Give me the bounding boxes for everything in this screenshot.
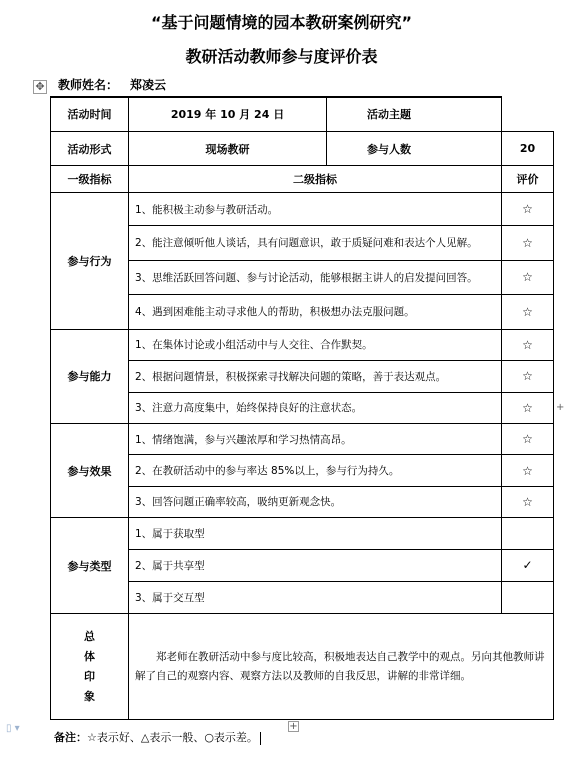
criteria-item[interactable]: 2、根据问题情景，积极探索寻找解决问题的策略，善于表达观点。	[129, 361, 502, 392]
rating-cell[interactable]: ☆	[502, 295, 554, 329]
criteria-item[interactable]: 1、在集体讨论或小组活动中与人交往、合作默契。	[129, 329, 502, 360]
category-participation-effect: 参与效果	[51, 423, 129, 517]
activity-time-label: 活动时间	[51, 97, 129, 131]
criteria-item[interactable]: 1、属于获取型	[129, 518, 502, 549]
category-participation-behavior: 参与行为	[51, 192, 129, 329]
criteria-item[interactable]: 3、思维活跃回答问题、参与讨论活动，能够根据主讲人的启发提问回答。	[129, 260, 502, 294]
footer-text: ☆表示好、△表示一般、○表示差。	[87, 731, 258, 744]
footer-note	[54, 729, 261, 745]
page-marker-icon: ▯ ▾	[6, 723, 20, 734]
criteria-item[interactable]: 3、回答问题正确率较高，吸纳更新观念快。	[129, 486, 502, 517]
move-handle-icon[interactable]: ✥	[33, 80, 47, 94]
rating-cell[interactable]: ☆	[502, 361, 554, 392]
teacher-name-line	[58, 76, 166, 93]
teacher-name-value: 郑凌云	[130, 78, 167, 92]
category-participation-type: 参与类型	[51, 518, 129, 614]
rating-cell-checked[interactable]: ✓	[502, 549, 554, 581]
activity-form-label: 活动形式	[51, 131, 129, 165]
rating-cell[interactable]: ☆	[502, 455, 554, 486]
document-title-line1: “基于问题情境的园本教研案例研究”	[150, 13, 413, 32]
rating-cell[interactable]: ☆	[502, 329, 554, 360]
rating-cell[interactable]: ☆	[502, 423, 554, 454]
criteria-item[interactable]: 3、属于交互型	[129, 582, 502, 614]
summary-label	[51, 614, 129, 720]
criteria-item[interactable]: 4、遇到困难能主动寻求他人的帮助，积极想办法克服问题。	[129, 295, 502, 329]
participant-count-label: 参与人数	[327, 131, 502, 165]
criteria-item[interactable]: 1、情绪饱满，参与兴趣浓厚和学习热情高昂。	[129, 423, 502, 454]
participant-count-value[interactable]: 20	[502, 131, 554, 165]
rating-cell[interactable]: ☆	[502, 192, 554, 225]
summary-label-char: 总	[84, 629, 95, 643]
plus-icon[interactable]: +	[289, 721, 298, 732]
activity-theme-label: 活动主题	[327, 97, 502, 131]
rating-cell[interactable]: ☆	[502, 260, 554, 294]
evaluation-table	[50, 96, 554, 720]
category-participation-ability: 参与能力	[51, 329, 129, 423]
summary-label-char: 体	[84, 649, 95, 663]
rating-cell[interactable]: ☆	[502, 392, 554, 423]
summary-label-char: 象	[84, 689, 95, 703]
rating-cell[interactable]: ☆	[502, 486, 554, 517]
activity-time-value[interactable]: 2019 年 10 月 24 日	[129, 97, 327, 131]
criteria-item[interactable]: 3、注意力高度集中，始终保持良好的注意状态。	[129, 392, 502, 423]
header-level1: 一级指标	[51, 166, 129, 192]
criteria-item[interactable]: 2、在教研活动中的参与率达 85%以上，参与行为持久。	[129, 455, 502, 486]
summary-label-char: 印	[84, 669, 95, 683]
summary-text[interactable]: 郑老师在教研活动中参与度比较高，积极地表达自己教学中的观点。另向其他教师讲解了自己的观察内容、观察方法以及教师的自我反思，讲解的非常详细。	[129, 614, 554, 720]
footer-label: 备注：	[54, 731, 87, 744]
teacher-name-label: 教师姓名：	[58, 78, 119, 92]
header-rating: 评价	[502, 166, 554, 192]
activity-form-value[interactable]: 现场教研	[129, 131, 327, 165]
margin-tick-icon: +	[556, 402, 564, 413]
document-title-line2: 教研活动教师参与度评价表	[185, 47, 378, 66]
rating-cell[interactable]	[502, 582, 554, 614]
header-level2: 二级指标	[129, 166, 502, 192]
criteria-item[interactable]: 1、能积极主动参与教研活动。	[129, 192, 502, 225]
text-cursor	[260, 732, 261, 745]
rating-cell[interactable]: ☆	[502, 226, 554, 260]
criteria-item[interactable]: 2、属于共享型	[129, 549, 502, 581]
rating-cell[interactable]	[502, 518, 554, 549]
criteria-item[interactable]: 2、能注意倾听他人谈话，具有问题意识，敢于质疑问难和表达个人见解。	[129, 226, 502, 260]
